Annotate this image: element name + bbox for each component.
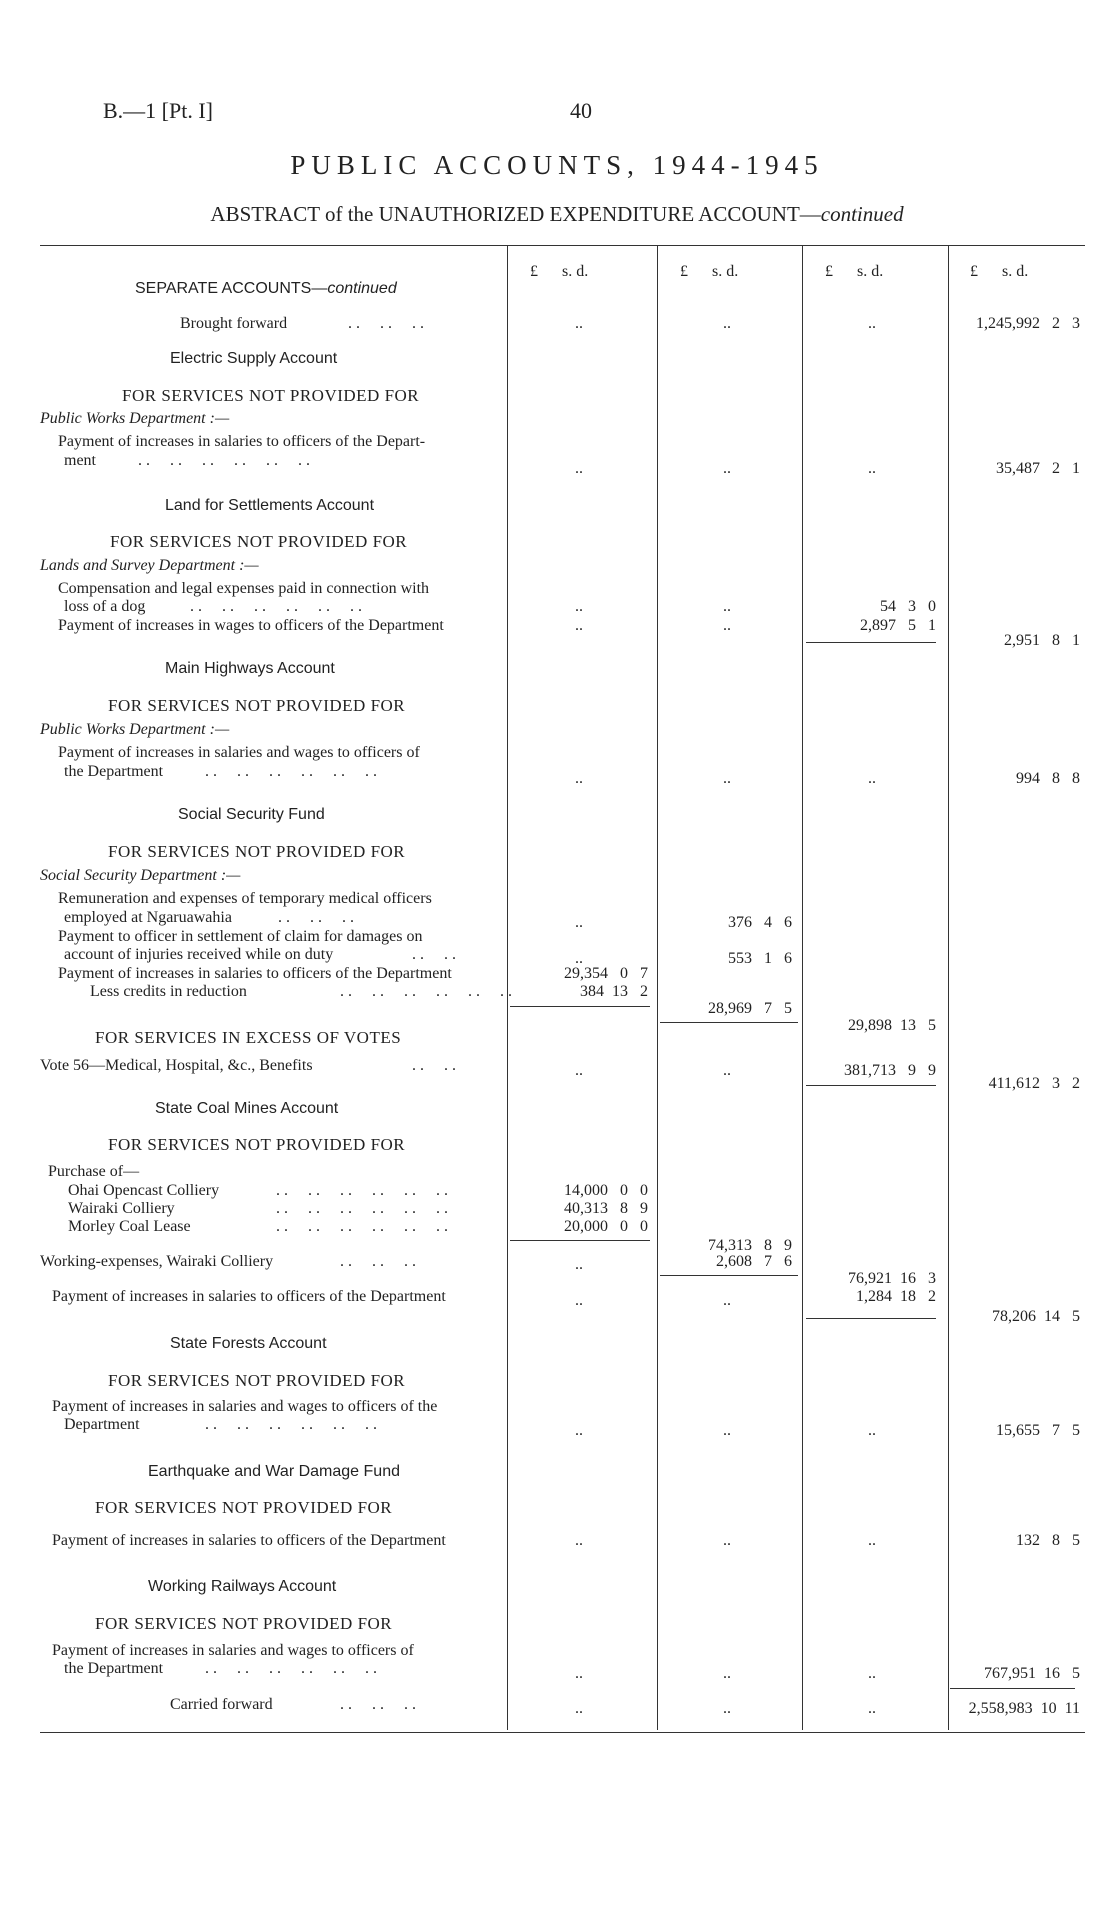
leader-dots: .. — [868, 1665, 876, 1682]
services-heading: FOR SERVICES NOT PROVIDED FOR — [122, 386, 420, 405]
leader-dots: .. — [723, 617, 731, 634]
subtotal-rule — [510, 1240, 650, 1241]
leader-dots: .. — [575, 914, 583, 931]
total-rule — [950, 1688, 1075, 1689]
subtotal-rule — [660, 1275, 798, 1276]
leader-dots: . . . . . . . . . . . . — [276, 1200, 448, 1217]
leader-dots: . . . . . . . . . . . . — [205, 1416, 377, 1433]
item-text: Payment of increases in salaries to officers of the Depart- — [58, 433, 426, 450]
subtotal-rule — [806, 1318, 936, 1319]
amount-cell: 29,354 0 7 — [564, 965, 648, 982]
item-text: Payment of increases in wages to officers of the Department — [58, 617, 444, 634]
leader-dots: . . . . . . — [348, 315, 424, 332]
page-number: 40 — [570, 98, 592, 123]
item-text: Ohai Opencast Colliery — [68, 1182, 220, 1199]
amount-cell: 2,608 7 6 — [716, 1253, 792, 1270]
brought-forward-total: 1,245,992 2 3 — [976, 315, 1080, 332]
leader-dots: .. — [575, 1700, 583, 1717]
leader-dots: .. — [868, 1532, 876, 1549]
carried-forward-label: Carried forward — [170, 1696, 273, 1713]
leader-dots: .. — [575, 1062, 583, 1079]
leader-dots: .. — [868, 770, 876, 787]
leader-dots: . . . . . . . . . . . . — [138, 452, 310, 469]
services-heading: FOR SERVICES NOT PROVIDED FOR — [108, 1371, 406, 1390]
item-text: account of injuries received while on duty — [64, 946, 334, 963]
services-heading: FOR SERVICES NOT PROVIDED FOR — [108, 842, 406, 861]
item-text: the Department — [64, 763, 164, 780]
amount-cell: 54 3 0 — [880, 598, 936, 615]
column-header-4: £ s. d. — [970, 263, 1029, 280]
leader-dots: .. — [575, 1532, 583, 1549]
leader-dots: .. — [723, 1422, 731, 1439]
leader-dots: . . . . . . . . . . . . — [190, 598, 362, 615]
leader-dots: .. — [575, 1665, 583, 1682]
account-total: 767,951 16 5 — [984, 1665, 1080, 1682]
item-text: Payment of increases in salaries to officers of the Department — [52, 1532, 446, 1549]
leader-dots: . . . . . . . . . . . . — [205, 1660, 377, 1677]
item-text: Morley Coal Lease — [68, 1218, 191, 1235]
page-subtitle: ABSTRACT of the UNAUTHORIZED EXPENDITURE ACCOUNT—continued — [210, 202, 904, 226]
leader-dots: .. — [575, 598, 583, 615]
item-text: Vote 56—Medical, Hospital, &c., Benefits — [40, 1057, 313, 1074]
item-text: Remuneration and expenses of temporary medical officers — [58, 890, 432, 907]
carried-forward-total: 2,558,983 10 11 — [968, 1700, 1080, 1717]
leader-dots: .. — [575, 315, 583, 332]
account-total: 2,951 8 1 — [1004, 632, 1080, 649]
account-total: 15,655 7 5 — [996, 1422, 1080, 1439]
leader-dots: . . . . . . . . . . . . — [340, 983, 512, 1000]
column-divider — [948, 245, 949, 1730]
leader-dots: .. — [723, 460, 731, 477]
item-text: Working-expenses, Wairaki Colliery — [40, 1253, 274, 1270]
leader-dots: .. — [575, 950, 583, 967]
amount-cell: 553 1 6 — [728, 950, 792, 967]
leader-dots: .. — [723, 1062, 731, 1079]
leader-dots: .. — [868, 315, 876, 332]
table-bottom-rule — [40, 1732, 1085, 1733]
leader-dots: .. — [723, 1700, 731, 1717]
leader-dots: . . . . — [412, 1057, 456, 1074]
account-total: 132 8 5 — [1016, 1532, 1080, 1549]
item-text: Compensation and legal expenses paid in connection with — [58, 580, 430, 597]
leader-dots: .. — [723, 598, 731, 615]
item-text: Payment of increases in salaries and wages to officers of the — [52, 1398, 438, 1415]
leader-dots: .. — [868, 460, 876, 477]
amount-cell: 384 13 2 — [580, 983, 648, 1000]
item-text: Payment of increases in salaries to officers of the Department — [58, 965, 452, 982]
services-heading: FOR SERVICES NOT PROVIDED FOR — [110, 532, 408, 551]
page-title: PUBLIC ACCOUNTS, 1944-1945 — [290, 150, 824, 180]
column-divider — [802, 245, 803, 1730]
account-title: Main Highways Account — [165, 660, 335, 677]
account-title: Electric Supply Account — [170, 350, 338, 367]
services-heading: FOR SERVICES NOT PROVIDED FOR — [108, 696, 406, 715]
section-heading: SEPARATE ACCOUNTS—continued — [135, 280, 397, 297]
department-heading: Social Security Department :— — [40, 867, 241, 884]
leader-dots: .. — [723, 315, 731, 332]
account-title: Earthquake and War Damage Fund — [148, 1463, 400, 1480]
item-text: the Department — [64, 1660, 164, 1677]
item-text: Less credits in reduction — [90, 983, 247, 1000]
leader-dots: .. — [723, 1665, 731, 1682]
item-text: Purchase of— — [48, 1163, 140, 1180]
leader-dots: .. — [868, 1700, 876, 1717]
amount-cell: 1,284 18 2 — [856, 1288, 936, 1305]
subtotal-rule — [806, 642, 936, 643]
services-heading: FOR SERVICES NOT PROVIDED FOR — [95, 1614, 393, 1633]
account-total: 994 8 8 — [1016, 770, 1080, 787]
amount-cell: 20,000 0 0 — [564, 1218, 648, 1235]
leader-dots: .. — [575, 1292, 583, 1309]
leader-dots: . . . . . . — [340, 1253, 416, 1270]
account-title: Social Security Fund — [178, 806, 325, 823]
brought-forward-label: Brought forward — [180, 315, 288, 332]
account-total: 78,206 14 5 — [992, 1308, 1080, 1325]
leader-dots: . . . . — [412, 946, 456, 963]
item-text: Wairaki Colliery — [68, 1200, 175, 1217]
column-header-3: £ s. d. — [825, 263, 884, 280]
column-header-2: £ s. d. — [680, 263, 739, 280]
amount-cell: 14,000 0 0 — [564, 1182, 648, 1199]
column-header-1: £ s. d. — [530, 263, 589, 280]
subtotal-rule — [806, 1085, 936, 1086]
table-top-rule — [40, 245, 1085, 246]
leader-dots: . . . . . . . . . . . . — [276, 1182, 448, 1199]
leader-dots: .. — [723, 1532, 731, 1549]
amount-cell: 376 4 6 — [728, 914, 792, 931]
leader-dots: .. — [868, 1422, 876, 1439]
item-text: loss of a dog — [64, 598, 146, 615]
amount-cell: 29,898 13 5 — [848, 1017, 936, 1034]
leader-dots: .. — [723, 770, 731, 787]
subtotal-rule — [510, 1006, 650, 1007]
leader-dots: .. — [575, 617, 583, 634]
leader-dots: .. — [575, 770, 583, 787]
account-title: Land for Settlements Account — [165, 497, 375, 514]
subtotal-rule — [660, 1022, 798, 1023]
department-heading: Lands and Survey Department :— — [40, 557, 259, 574]
leader-dots: . . . . . . — [278, 909, 354, 926]
account-total: 411,612 3 2 — [988, 1075, 1080, 1092]
leader-dots: .. — [575, 460, 583, 477]
amount-cell: 2,897 5 1 — [860, 617, 936, 634]
services-heading: FOR SERVICES IN EXCESS OF VOTES — [95, 1028, 402, 1047]
item-text: Payment of increases in salaries and wages to officers of — [58, 744, 420, 761]
item-text: Payment of increases in salaries and wages to officers of — [52, 1642, 414, 1659]
department-heading: Public Works Department :— — [40, 410, 230, 427]
leader-dots: .. — [575, 1256, 583, 1273]
item-text: Department — [64, 1416, 140, 1433]
account-title: State Coal Mines Account — [155, 1100, 339, 1117]
services-heading: FOR SERVICES NOT PROVIDED FOR — [95, 1498, 393, 1517]
column-divider — [657, 245, 658, 1730]
leader-dots: . . . . . . . . . . . . — [205, 763, 377, 780]
department-heading: Public Works Department :— — [40, 721, 230, 738]
item-text: ment — [64, 452, 96, 469]
amount-cell: 76,921 16 3 — [848, 1270, 936, 1287]
amount-cell: 74,313 8 9 — [708, 1237, 792, 1254]
item-text: employed at Ngaruawahia — [64, 909, 232, 926]
account-title: State Forests Account — [170, 1335, 327, 1352]
account-title: Working Railways Account — [148, 1578, 337, 1595]
item-text: Payment to officer in settlement of claim for damages on — [58, 928, 423, 945]
leader-dots: .. — [575, 1422, 583, 1439]
item-text: Payment of increases in salaries to officers of the Department — [52, 1288, 446, 1305]
amount-cell: 381,713 9 9 — [844, 1062, 936, 1079]
account-total: 35,487 2 1 — [996, 460, 1080, 477]
amount-cell: 28,969 7 5 — [708, 1000, 792, 1017]
leader-dots: . . . . . . — [340, 1696, 416, 1713]
document-reference: B.—1 [Pt. I] — [103, 98, 213, 123]
amount-cell: 40,313 8 9 — [564, 1200, 648, 1217]
leader-dots: .. — [723, 1292, 731, 1309]
leader-dots: . . . . . . . . . . . . — [276, 1218, 448, 1235]
services-heading: FOR SERVICES NOT PROVIDED FOR — [108, 1135, 406, 1154]
